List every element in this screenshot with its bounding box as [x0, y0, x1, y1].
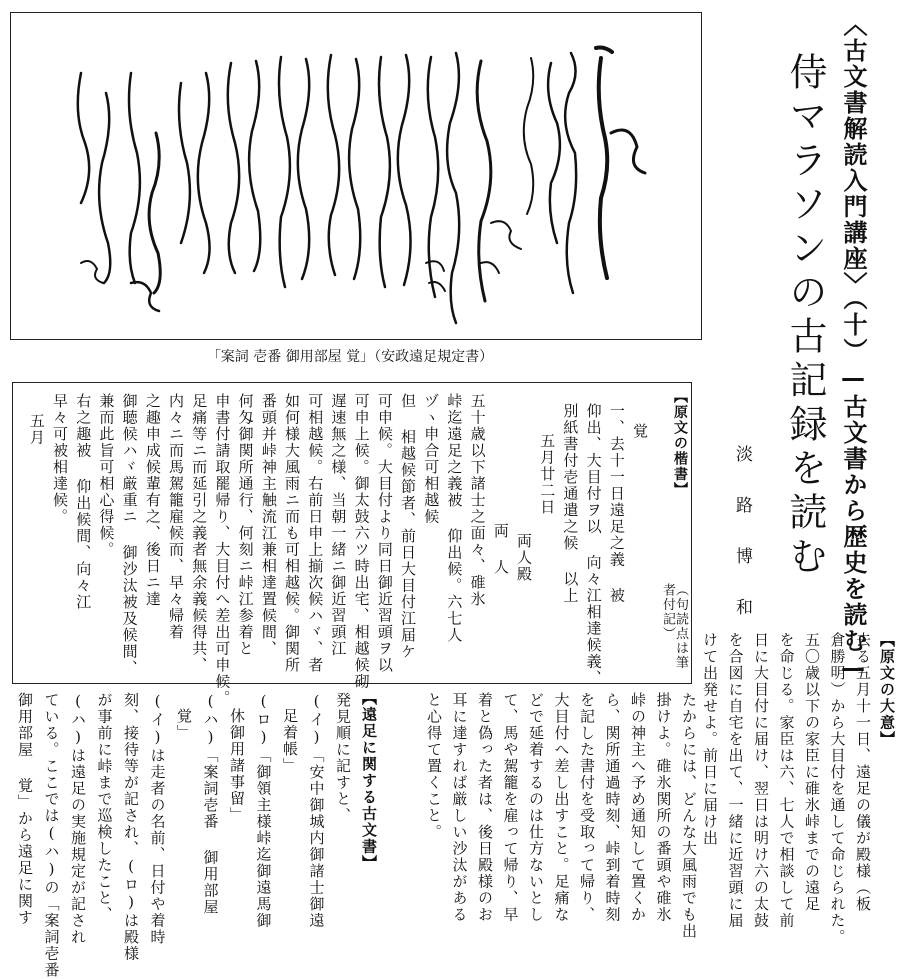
documents-label: 【遠足に関する古文書】 — [360, 690, 378, 872]
kaisho-column: 両人殿 — [515, 533, 533, 583]
documents-column: 足着帳」 — [281, 708, 299, 774]
kaisho-column: 早々可被相達候。 — [51, 393, 69, 525]
summary-column: けて出発せよ。前日に届け出 — [701, 632, 719, 847]
kaisho-column: 可相越候。右前日申上揃次候ハヾ、者 — [306, 393, 325, 674]
kaisho-column: ヅヽ申合可相越候 — [422, 393, 441, 525]
summary-column: を合図に自宅を出て、一緒に近習頭に届 — [726, 632, 745, 929]
kaisho-column: 申書付請取罷帰り、大目付へ差出可申候。 — [213, 393, 232, 707]
summary-column: 去る五月十一日、遠足の儀が殿様（板 — [854, 632, 872, 913]
kaisho-column: 内々ニ而馬駕籠雇候而、早々帰着 — [167, 393, 185, 641]
documents-column: (ハ)「案詞壱番 御用部屋 — [201, 692, 220, 916]
summary-column: 峠の神主へ予め通知して置くか — [629, 692, 647, 923]
documents-column: (ロ)「御領主様峠迄御遠馬御 — [254, 692, 273, 929]
kaisho-column: 覚 — [631, 423, 649, 440]
kaisho-column: 如何様大風雨ニ而も可相越候。御関所 — [283, 393, 301, 674]
kaisho-column: 右之趣被 仰出候間、向々江 — [74, 393, 93, 611]
kaisho-column: 但 相越候節者、前日大目付江届ケ — [399, 393, 417, 660]
kaisho-column: 何匁御関所通行、何刻ニ峠江参着と — [236, 393, 255, 657]
manuscript-image — [10, 12, 702, 340]
manuscript-caption: 「案詞 壱番 御用部屋 覚」（安政遠足規定書） — [206, 349, 494, 365]
kaisho-column: 仰出、大目付ヲ以 向々江相達候義、 — [584, 403, 603, 687]
documents-column: 覚」 — [175, 708, 193, 741]
summary-column: 倉勝明）から大目付を通して命じられた。 — [828, 632, 847, 946]
kaisho-column: 遅速無之様、当朝一緒ニ御近習頭江 — [329, 393, 348, 657]
kaisho-column: 峠迄遠足之義被 仰出候。六七人 — [445, 393, 464, 644]
documents-column: 休御用諸事留」 — [228, 708, 246, 824]
summary-column: ら、関所通過時刻、峠到着時刻 — [603, 692, 622, 923]
kaisho-note: （句読点は筆者付記） — [660, 583, 688, 670]
kaisho-label: 【原文の楷書】 — [672, 389, 688, 498]
summary-section — [696, 632, 896, 946]
series-title: 〈古文書解読入門講座〉（十）—古文書から歴史を読む— — [839, 12, 867, 684]
kaisho-column: 可申上候。御太鼓六ツ時出宅、相越候砌 — [352, 393, 371, 690]
summary-label: 【原文の大意】 — [878, 632, 896, 748]
summary-column: と心得て置くこと。 — [425, 692, 443, 841]
kaisho-column: 足痛等ニ而延引之義者無余義候得共、 — [190, 393, 209, 674]
documents-column: ている。ここでは(ハ)の「案詞壱番 — [42, 692, 61, 979]
cursive-manuscript-drawing — [11, 13, 701, 339]
kaisho-column: 兼而此旨可相心得候。 — [97, 393, 116, 558]
summary-column: 五〇歳以下の家臣に碓氷峠までの遠足 — [803, 632, 821, 913]
summary-column: 耳に達すれば厳しい沙汰がある — [450, 692, 469, 923]
summary-column: 日に大目付に届け、翌日は明け六の太鼓 — [752, 632, 770, 929]
kaisho-column: 御聴候ハヾ厳重ニ 御沙汰被及候間、 — [120, 393, 139, 677]
documents-section — [8, 690, 378, 979]
documents-column: (イ)「安中御城内御諸士御遠 — [307, 692, 326, 929]
kaisho-column: 両 人 — [491, 523, 510, 576]
summary-column: 着と偽った者は、後日殿様のお — [476, 692, 494, 923]
main-title: 侍マラソンの古記録を読む — [783, 52, 827, 580]
summary-column: を命じる。家臣は六、七人で相談して前 — [777, 632, 796, 929]
summary-continued — [380, 690, 700, 940]
summary-column: 大目付へ差し出すこと。足痛な — [552, 692, 571, 923]
documents-column: (ハ)は遠足の実施規定が記され — [69, 692, 87, 946]
kaisho-column: 可申候。大目付より同日御近習頭ヲ以 — [375, 393, 394, 674]
documents-column: 御用部屋 覚」から遠足に関す — [16, 692, 34, 926]
summary-column: 掛けよ。碓氷関所の番頭や碓氷 — [654, 692, 673, 923]
kaisho-column: 別紙書付壱通遣之候 以上 — [561, 403, 580, 604]
documents-column: (イ)は走者の名前、日付や着時 — [148, 692, 167, 946]
summary-column: たからには、どんな大風雨でも出 — [680, 692, 698, 940]
documents-column: 刻、接待等が記され、(ロ)は殿様 — [122, 692, 140, 962]
kaisho-column: 一、去十一日遠足之義 被 — [607, 403, 626, 604]
documents-column: 発見順に記すと、 — [334, 692, 352, 824]
kaisho-column: 五月廿二日 — [538, 433, 557, 516]
summary-column: を記した書付を受取って帰り、 — [578, 692, 596, 923]
summary-column: どで延着するのは仕方ないとし — [527, 692, 545, 923]
kaisho-column: 番頭并峠神主触流江兼相達置候間、 — [259, 393, 278, 657]
documents-column: が事前に峠まで巡検したこと、 — [95, 692, 114, 923]
kaisho-column: 五十歳以下諸士之面々、碓氷 — [468, 393, 487, 608]
summary-column: て、馬や駕籠を雇って帰り、早 — [501, 692, 520, 923]
author-name: 淡路博和 — [732, 445, 752, 649]
kaisho-transcription-box — [12, 382, 692, 707]
kaisho-column: 之趣申成候輩有之、後日ニ達 — [143, 393, 162, 608]
kaisho-column: 五月 — [27, 413, 46, 446]
